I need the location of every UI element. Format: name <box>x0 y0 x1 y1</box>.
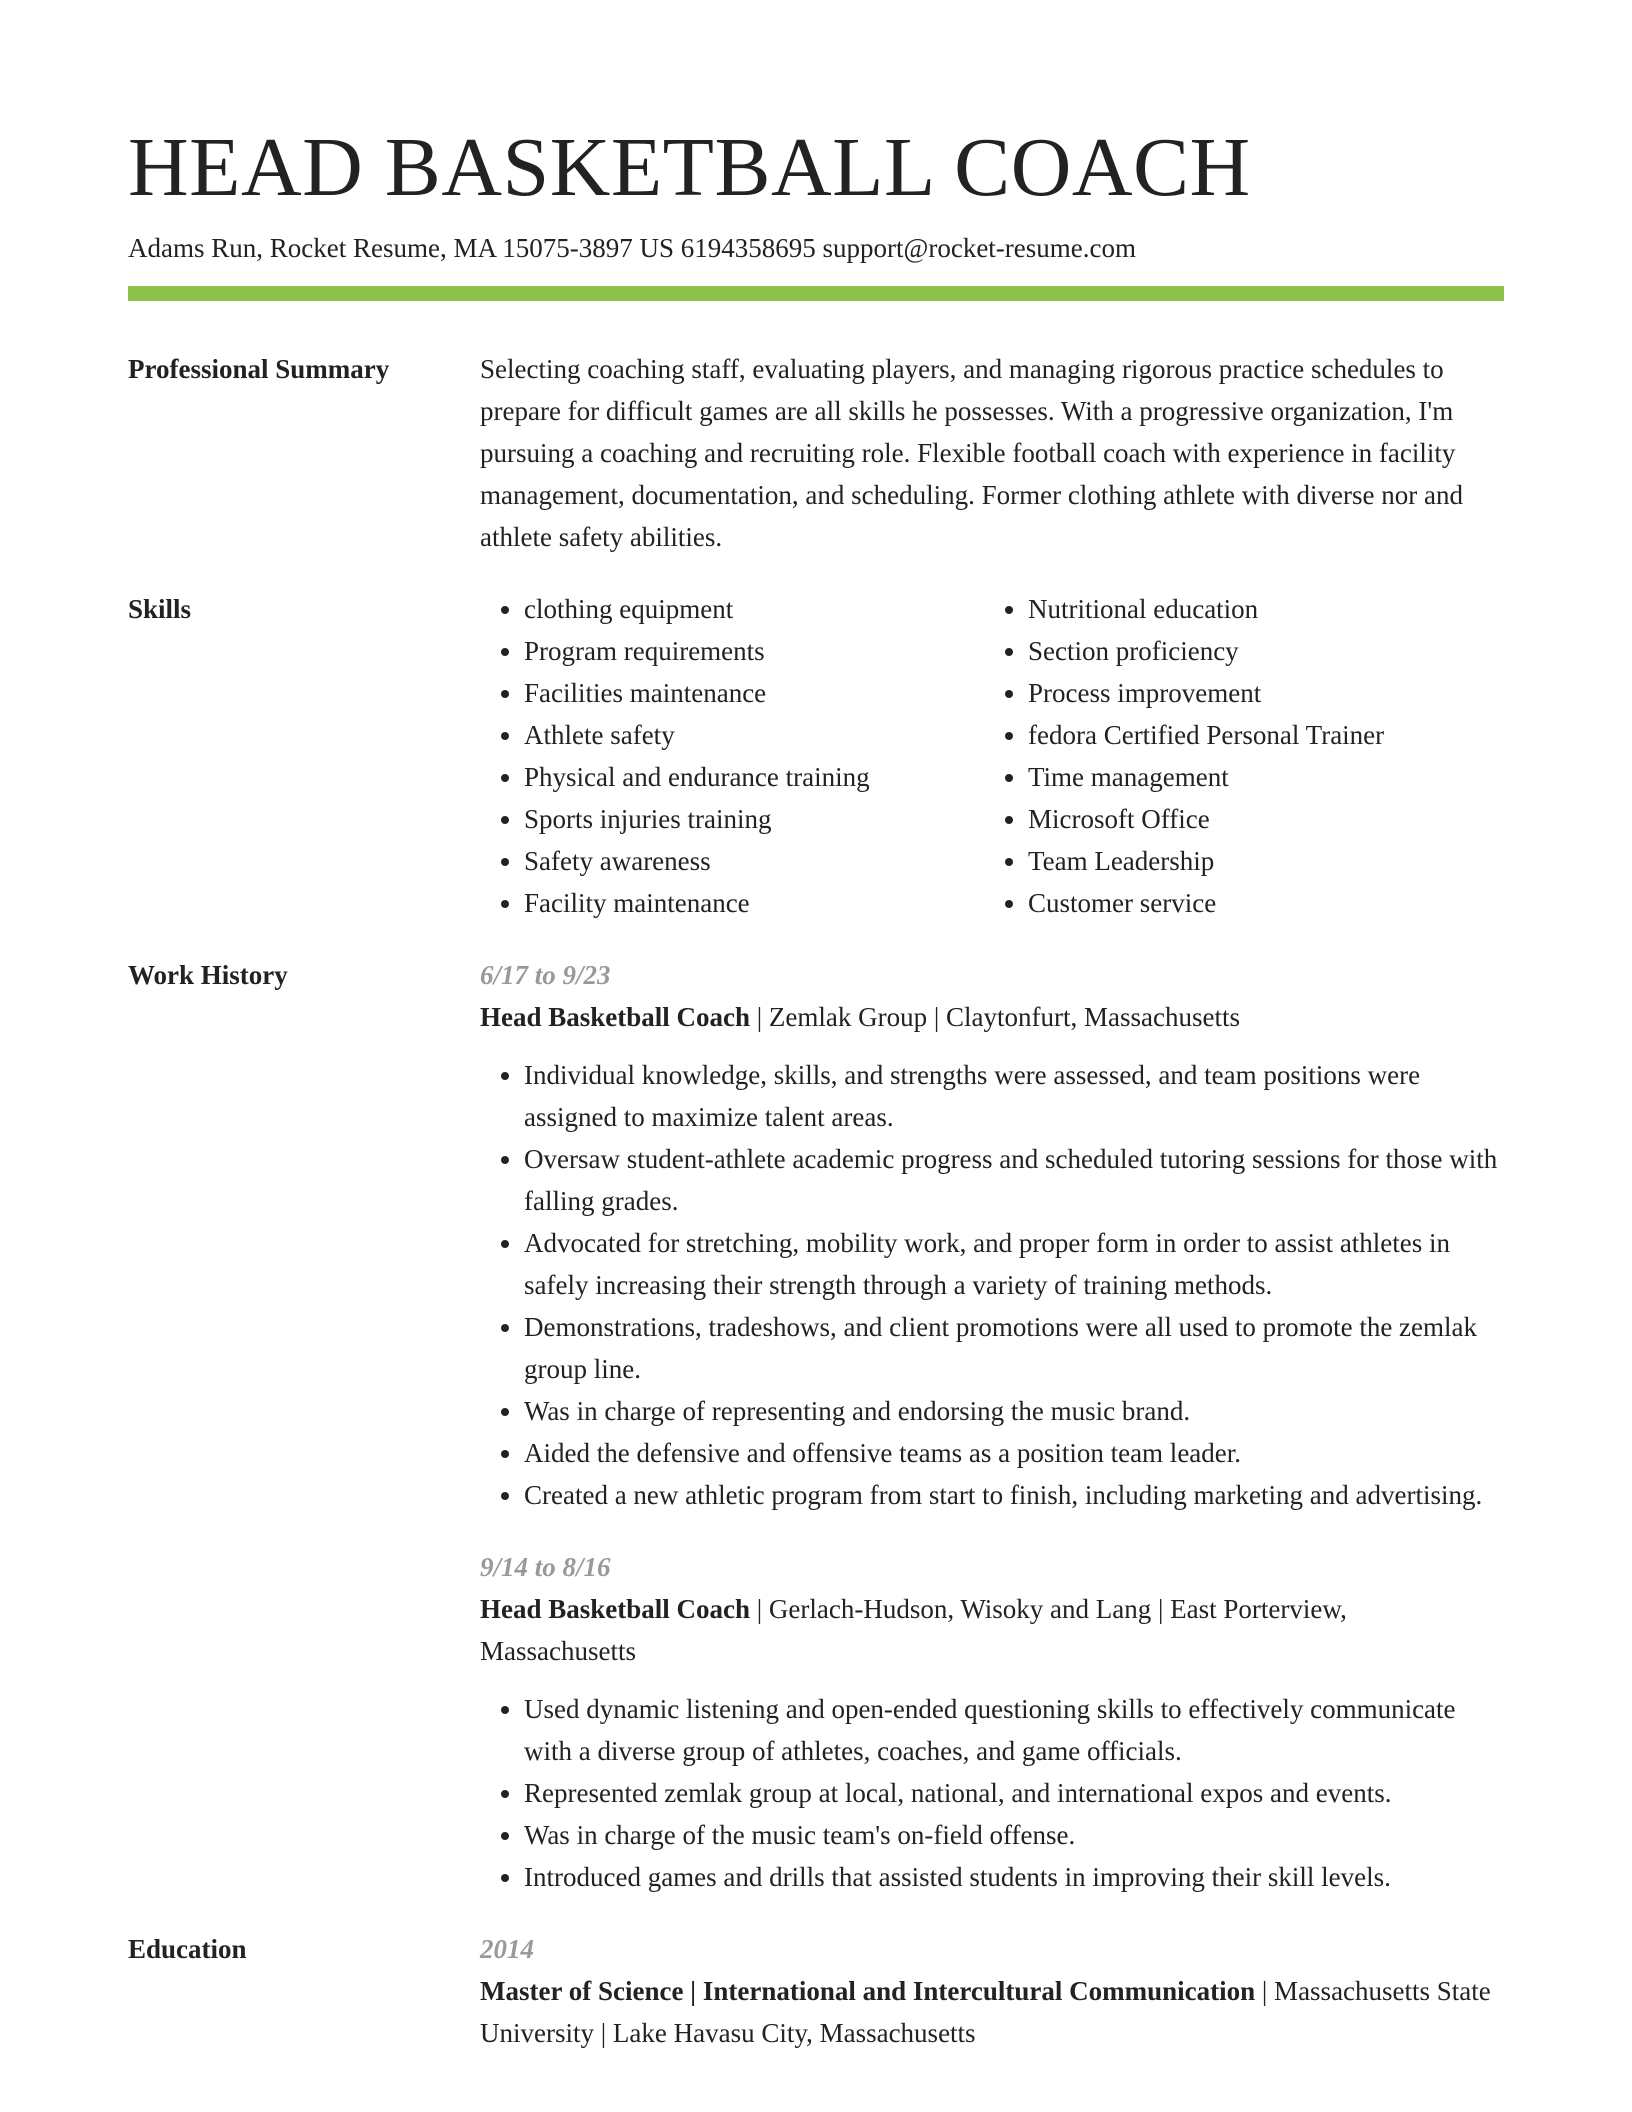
school-details: | Massachusetts State University | Lake Havasu City, Massachusetts <box>480 1976 1491 2048</box>
duty-item: • Individual knowledge, skills, and strengths were assessed, and team positions were assigned to maximize talent areas. <box>524 1054 1504 1138</box>
job-employer: | Zemlak Group | Claytonfurt, Massachusetts <box>750 1002 1240 1032</box>
skills-column-2 <box>984 588 1488 924</box>
skill-item: • Nutritional education <box>1028 588 1488 630</box>
resume-name: HEAD BASKETBALL COACH <box>128 121 1251 214</box>
skill-item: • Sports injuries training <box>524 798 984 840</box>
duty-item: • Introduced games and drills that assisted students in improving their skill levels. <box>524 1856 1504 1898</box>
summary-title: Professional Summary <box>128 354 390 384</box>
education-section <box>128 1928 1504 2054</box>
job-role-line <box>480 1588 1504 1672</box>
skill-item: • Team Leadership <box>1028 840 1488 882</box>
skill-item: • Facilities maintenance <box>524 672 984 714</box>
skill-item: • Facility maintenance <box>524 882 984 924</box>
education-year: 2014 <box>480 1934 534 1964</box>
education-line <box>480 1970 1504 2054</box>
skills-section <box>128 588 1504 924</box>
resume-sections <box>128 348 1504 2054</box>
duty-item: • Created a new athletic program from start to finish, including marketing and advertising. <box>524 1474 1504 1516</box>
duty-item: • Represented zemlak group at local, national, and international expos and events. <box>524 1772 1504 1814</box>
duty-item: • Demonstrations, tradeshows, and client promotions were all used to promote the zemlak group line. <box>524 1306 1504 1390</box>
contact-line: Adams Run, Rocket Resume, MA 15075-3897 US 6194358695 support@rocket-resume.com <box>128 233 1137 263</box>
summary-section <box>128 348 1504 558</box>
skills-title: Skills <box>128 594 192 624</box>
skill-item: • Time management <box>1028 756 1488 798</box>
job-duties <box>480 1688 1504 1898</box>
job-entry <box>480 954 1504 1516</box>
skill-item: • Program requirements <box>524 630 984 672</box>
skills-column-1 <box>480 588 984 924</box>
skill-item: • Safety awareness <box>524 840 984 882</box>
duty-item: • Oversaw student-athlete academic progress and scheduled tutoring sessions for those with falling grades. <box>524 1138 1504 1222</box>
duty-item: • Used dynamic listening and open-ended questioning skills to effectively communicate with a diverse group of athletes, coaches, and game officials. <box>524 1688 1504 1772</box>
job-title: Head Basketball Coach <box>480 1594 751 1624</box>
education-title: Education <box>128 1934 247 1964</box>
skill-item: • Customer service <box>1028 882 1488 924</box>
work-history-title: Work History <box>128 960 288 990</box>
skill-item: • Microsoft Office <box>1028 798 1488 840</box>
summary-body <box>480 348 1504 558</box>
job-dates: 9/14 to 8/16 <box>480 1552 611 1582</box>
degree-title: Master of Science | International and Intercultural Communication <box>480 1976 1256 2006</box>
work-history-body <box>480 954 1504 1898</box>
skill-item: • Physical and endurance training <box>524 756 984 798</box>
skill-item: • Process improvement <box>1028 672 1488 714</box>
work-history-section <box>128 954 1504 1898</box>
education-body <box>480 1928 1504 2054</box>
duty-item: • Aided the defensive and offensive teams as a position team leader. <box>524 1432 1504 1474</box>
duty-item: • Was in charge of the music team's on-field offense. <box>524 1814 1504 1856</box>
job-duties <box>480 1054 1504 1516</box>
accent-divider <box>128 286 1504 301</box>
skills-body <box>480 588 1504 924</box>
job-dates: 6/17 to 9/23 <box>480 960 611 990</box>
job-title: Head Basketball Coach <box>480 1002 751 1032</box>
skill-item: • clothing equipment <box>524 588 984 630</box>
job-entry <box>480 1546 1504 1898</box>
resume-header <box>128 118 1504 266</box>
duty-item: • Advocated for stretching, mobility work, and proper form in order to assist athletes in safely increasing their strength through a variety of training methods. <box>524 1222 1504 1306</box>
skill-item: • Athlete safety <box>524 714 984 756</box>
skill-item: • fedora Certified Personal Trainer <box>1028 714 1488 756</box>
summary-text: Selecting coaching staff, evaluating players, and managing rigorous practice schedules to prepare for difficult games are all skills he possesses. With a progressive organization, I'm pursuing a coaching and recruiting role. Flexible football coach with experience in facility management, documentation, and scheduling. Former clothing athlete with diverse nor and athlete safety abilities. <box>480 354 1463 552</box>
job-role-line <box>480 996 1504 1038</box>
skill-item: • Section proficiency <box>1028 630 1488 672</box>
job-employer: | Gerlach-Hudson, Wisoky and Lang | East Porterview, Massachusetts <box>480 1594 1347 1666</box>
duty-item: • Was in charge of representing and endorsing the music brand. <box>524 1390 1504 1432</box>
